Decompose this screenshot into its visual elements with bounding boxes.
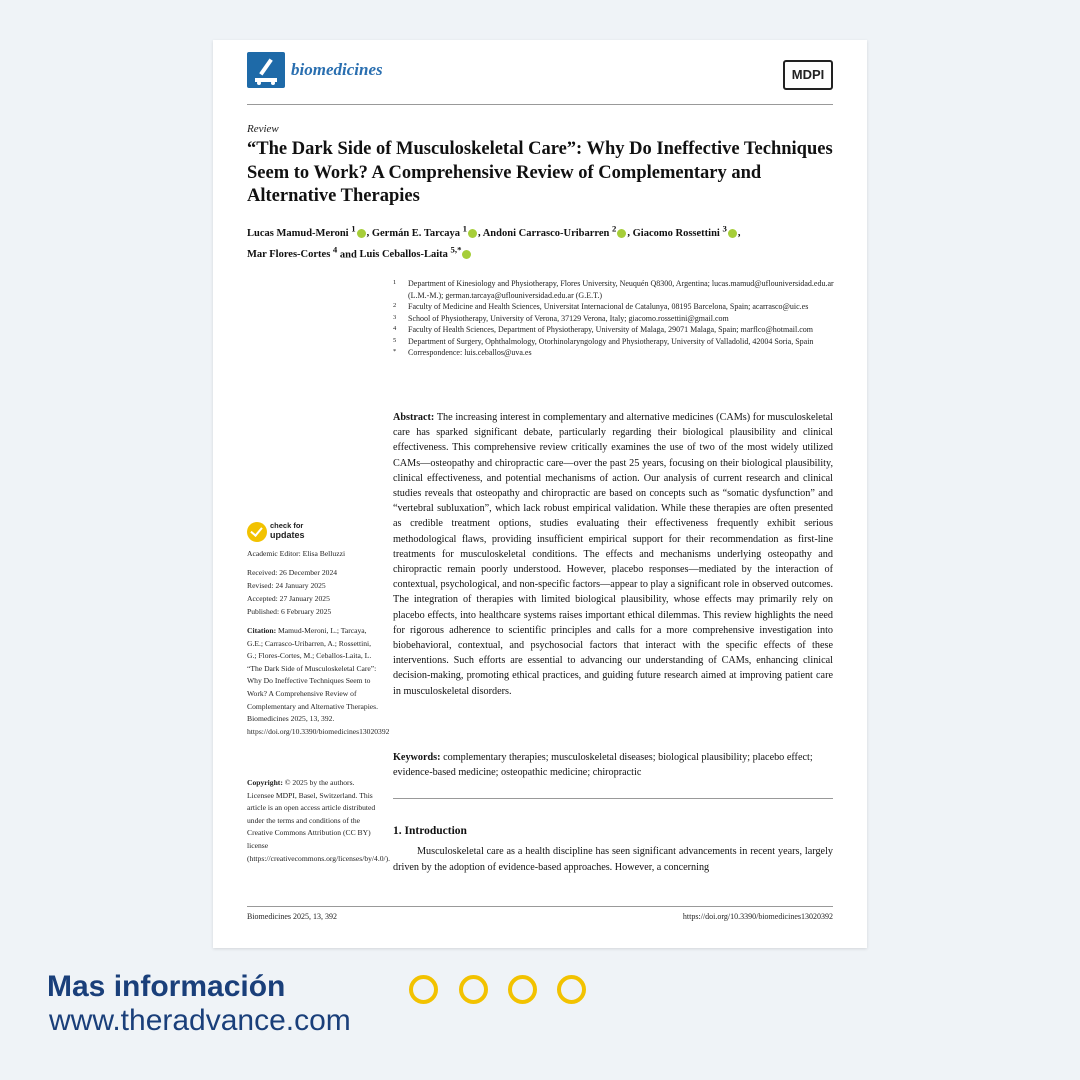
correspondence: * Correspondence: luis.ceballos@uva.es bbox=[393, 348, 532, 357]
orcid-icon[interactable] bbox=[617, 229, 626, 238]
carousel-dot-icon[interactable] bbox=[459, 975, 488, 1004]
orcid-icon[interactable] bbox=[357, 229, 366, 238]
footer-divider bbox=[247, 906, 833, 907]
author[interactable]: Andoni Carrasco-Uribarren $^2$ bbox=[482, 223, 617, 239]
author[interactable]: Germán E. Tarcaya $^1$ bbox=[371, 223, 468, 239]
section-divider bbox=[393, 798, 833, 799]
footer-doi[interactable]: https://doi.org/10.3390/biomedicines13020392 bbox=[682, 912, 833, 921]
author[interactable]: Mar Flores-Cortes $^4$ bbox=[247, 244, 338, 260]
carousel-dot-icon[interactable] bbox=[557, 975, 586, 1004]
affiliation-item: 3 School of Physiotherapy, University of Verona, 37129 Verona, Italy; giacomo.rossettini@gmail.com bbox=[393, 313, 729, 323]
article-type: Review bbox=[247, 123, 279, 135]
carousel-dot-icon[interactable] bbox=[508, 975, 537, 1004]
orcid-icon[interactable] bbox=[728, 229, 737, 238]
author[interactable]: Lucas Mamud-Meroni $^1$ bbox=[247, 223, 356, 239]
section-heading: 1. Introduction bbox=[393, 825, 467, 837]
copyright: Copyright: © 2025 by the authors. Licensee MDPI, Basel, Switzerland. This article is an open access article distributed under the terms and conditions of the Creative Commons Attribution (CC BY) license (https://creativecommons.org/licenses/by/4.0/). bbox=[247, 778, 391, 863]
keywords-label: Keywords: bbox=[393, 752, 441, 763]
affiliation-item: 4 Faculty of Health Sciences, Department of Physiotherapy, University of Malaga, 29071 Malaga, Spain; marflco@hotmail.com bbox=[393, 325, 813, 334]
website-link[interactable]: www.theradvance.com bbox=[49, 1004, 351, 1037]
check-updates-icon bbox=[247, 522, 267, 542]
carousel-dot-icon[interactable] bbox=[409, 975, 438, 1004]
affiliations bbox=[393, 278, 839, 359]
date-received: Received: 26 December 2024 bbox=[247, 568, 338, 577]
author-list: Lucas Mamud-Meroni $^1$ , Germán E. Tarcaya $^1$ , Andoni Carrasco-Uribarren $^2$ , Giacomo Rossettini $^3$ , Mar Flores-Cortes $^4$ and Luis Ceballos-Laita $^{5,*}$ bbox=[247, 223, 741, 260]
check-for-updates-badge[interactable]: check for updates bbox=[247, 522, 367, 544]
orcid-icon[interactable] bbox=[462, 250, 471, 259]
intro-paragraph: Musculoskeletal care as a health discipline has seen significant advancements in recent years, largely driven by the adoption of evidence-based approaches. However, a concerning bbox=[393, 846, 833, 873]
abstract bbox=[393, 410, 833, 699]
keywords-text: complementary therapies; musculoskeletal diseases; biological plausibility; placebo effect; evidence-based medicine; osteopathic medicine; chiropractic bbox=[393, 752, 813, 779]
orcid-icon[interactable] bbox=[468, 229, 477, 238]
author[interactable]: Giacomo Rossettini $^3$ bbox=[632, 223, 727, 239]
citation: Citation: Mamud-Meroni, L.; Tarcaya, G.E.; Carrasco-Uribarren, A.; Rossettini, G.; Flores-Cortes, M.; Ceballos-Laita, L. “The Dark Side of Musculoskeletal Care”: Why Do Ineffective Techniques Seem to Work? A Comprehensive Review of Complementary and Alternative Therapies. Biomedicines 2025, 13, 392. https://doi.org/10.3390/biomedicines13020392 bbox=[247, 626, 390, 736]
article-title: “The Dark Side of Musculoskeletal Care”: Why Do Ineffective Techniques Seem to Work? A Comprehensive Review of Complementary and Alternative Therapies bbox=[247, 139, 833, 206]
journal-name: biomedicines bbox=[291, 60, 383, 79]
date-accepted: Accepted: 27 January 2025 bbox=[247, 594, 330, 603]
abstract-label: Abstract: bbox=[393, 412, 435, 423]
abstract-text: The increasing interest in complementary and alternative medicines (CAMs) for musculoskeletal care has sparked significant debate, particularly regarding their biological plausibility and clinical effectiveness. This comprehensive review critically examines the use of two of the most widely utilized CAMs—osteopathy and chiropractic care—over the past 25 years, focusing on their biological plausibility, clinical effectiveness, and potential mechanisms of action. Our analysis of current research and clinical studies reveals that osteopathy and chiropractic are based on concepts such as “somatic dysfunction” and “vertebral subluxation”, which lack robust empirical validation. While these therapies are often presented as credible treatment options, studies evaluating their effectiveness frequently exhibit serious methodological flaws, providing insufficient empirical support for their recommendation as first-line treatments for musculoskeletal conditions. The effects and mechanisms underlying osteopathy and chiropractic remain poorly understood. However, placebo responses—mediated by the interaction of contextual, psychological, and non-specific factors—appear to play a significant role in observed outcomes. The integration of therapies with limited biological plausibility, whose effects may primarily rely on placebo effects, into healthcare systems raises important ethical dilemmas. This review highlights the need for rigorous adherence to scientific principles and calls for a more comprehensive investigation into biobehavioral, contextual, and psychosocial factors that interact with the specific effects of these interventions. Such efforts are essential to advancing our understanding of CAMs, enhancing clinical decision-making, promoting ethical practices, and guiding future research aimed at improving patient care in musculoskeletal disorders. bbox=[393, 412, 833, 697]
affiliation-item: 1 Department of Kinesiology and Physiotherapy, Flores University, Neuquén Q8300, Argentina; lucas.mamud@uflouniversidad.edu.ar (L.M.-M.); german.tarcaya@uflouniversidad.edu.ar (G.E.T.) bbox=[393, 279, 834, 300]
more-info-heading: Mas información bbox=[47, 970, 286, 1003]
header-divider bbox=[247, 104, 833, 105]
date-revised: Revised: 24 January 2025 bbox=[247, 581, 326, 590]
academic-editor: Academic Editor: Elisa Belluzzi bbox=[247, 549, 346, 558]
affiliation-item: 2 Faculty of Medicine and Health Sciences, Universitat Internacional de Catalunya, 08195 Barcelona, Spain; acarrasco@uic.es bbox=[393, 302, 809, 311]
footer-citation: Biomedicines 2025, 13, 392 bbox=[247, 912, 337, 921]
author[interactable]: Luis Ceballos-Laita $^{5,*}$ bbox=[359, 244, 462, 260]
date-published: Published: 6 February 2025 bbox=[247, 607, 332, 616]
publisher-logo: MDPI bbox=[783, 60, 833, 90]
paper-page bbox=[213, 40, 867, 948]
affiliation-item: 5 Department of Surgery, Ophthalmology, Otorhinolaryngology and Physiotherapy, University of Valladolid, 42004 Soria, Spain bbox=[393, 336, 814, 346]
journal-logo-icon bbox=[247, 52, 285, 88]
keywords bbox=[393, 750, 833, 780]
